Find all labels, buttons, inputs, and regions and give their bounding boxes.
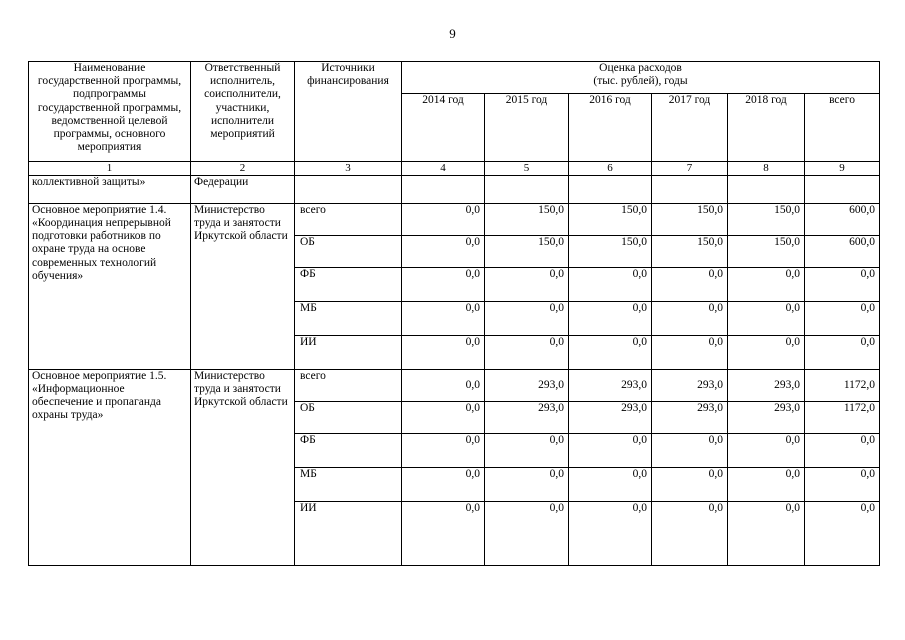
value-cell: 1172,0 bbox=[805, 401, 880, 433]
value-cell: 293,0 bbox=[652, 369, 728, 401]
value-cell: 150,0 bbox=[485, 203, 569, 235]
column-number: 7 bbox=[652, 162, 728, 176]
value-cell: 0,0 bbox=[485, 267, 569, 301]
value-cell: 0,0 bbox=[652, 467, 728, 501]
continuation-executor: Федерации bbox=[191, 175, 295, 203]
value-cell: 0,0 bbox=[652, 301, 728, 335]
column-number: 4 bbox=[402, 162, 485, 176]
funding-source: ФБ bbox=[295, 267, 402, 301]
empty-cell bbox=[402, 175, 485, 203]
empty-cell bbox=[569, 175, 652, 203]
value-cell: 150,0 bbox=[652, 235, 728, 267]
empty-cell bbox=[805, 175, 880, 203]
value-cell: 0,0 bbox=[402, 501, 485, 565]
value-cell: 293,0 bbox=[728, 401, 805, 433]
measure-name: Основное мероприятие 1.4. «Координация непрерывной подготовки работников по охране труда на основе современных технологий обучения» bbox=[29, 203, 191, 369]
funding-source: ИИ bbox=[295, 335, 402, 369]
funding-source: МБ bbox=[295, 467, 402, 501]
empty-cell bbox=[728, 175, 805, 203]
header-funding-sources: Источники финансирования bbox=[295, 62, 402, 162]
header-year: 2015 год bbox=[485, 94, 569, 162]
value-cell: 0,0 bbox=[652, 433, 728, 467]
column-number: 1 bbox=[29, 162, 191, 176]
value-cell: 0,0 bbox=[485, 467, 569, 501]
header-estimate bbox=[402, 62, 880, 94]
value-cell: 0,0 bbox=[402, 467, 485, 501]
value-cell: 293,0 bbox=[569, 369, 652, 401]
expenditure-table bbox=[28, 61, 880, 566]
value-cell: 150,0 bbox=[569, 235, 652, 267]
measure-executor: Министерство труда и занятости Иркутской области bbox=[191, 369, 295, 565]
value-cell: 293,0 bbox=[652, 401, 728, 433]
empty-cell bbox=[295, 175, 402, 203]
continuation-name: коллективной защиты» bbox=[29, 175, 191, 203]
value-cell: 150,0 bbox=[728, 203, 805, 235]
value-cell: 0,0 bbox=[569, 335, 652, 369]
page-number: 9 bbox=[449, 26, 456, 41]
value-cell: 0,0 bbox=[402, 433, 485, 467]
table-row bbox=[29, 369, 880, 401]
value-cell: 150,0 bbox=[652, 203, 728, 235]
value-cell: 150,0 bbox=[728, 235, 805, 267]
column-number: 6 bbox=[569, 162, 652, 176]
header-year: 2016 год bbox=[569, 94, 652, 162]
value-cell: 0,0 bbox=[728, 467, 805, 501]
value-cell: 0,0 bbox=[402, 203, 485, 235]
funding-source: ИИ bbox=[295, 501, 402, 565]
measure-name: Основное мероприятие 1.5. «Информационное обеспечение и пропаганда охраны труда» bbox=[29, 369, 191, 565]
value-cell: 0,0 bbox=[652, 267, 728, 301]
value-cell: 0,0 bbox=[805, 267, 880, 301]
value-cell: 0,0 bbox=[402, 267, 485, 301]
value-cell: 0,0 bbox=[728, 433, 805, 467]
value-cell: 0,0 bbox=[485, 301, 569, 335]
header-year: 2018 год bbox=[728, 94, 805, 162]
funding-source: ФБ bbox=[295, 433, 402, 467]
value-cell: 0,0 bbox=[485, 501, 569, 565]
header-year: 2017 год bbox=[652, 94, 728, 162]
header-estimate-title: Оценка расходов bbox=[599, 62, 682, 74]
value-cell: 150,0 bbox=[569, 203, 652, 235]
value-cell: 293,0 bbox=[485, 401, 569, 433]
value-cell: 293,0 bbox=[728, 369, 805, 401]
funding-source: ОБ bbox=[295, 235, 402, 267]
value-cell: 0,0 bbox=[728, 301, 805, 335]
value-cell: 0,0 bbox=[569, 301, 652, 335]
funding-source: всего bbox=[295, 369, 402, 401]
value-cell: 150,0 bbox=[485, 235, 569, 267]
value-cell: 0,0 bbox=[652, 335, 728, 369]
value-cell: 0,0 bbox=[402, 369, 485, 401]
header-total: всего bbox=[805, 94, 880, 162]
value-cell: 0,0 bbox=[569, 433, 652, 467]
header-year: 2014 год bbox=[402, 94, 485, 162]
value-cell: 0,0 bbox=[485, 433, 569, 467]
column-number: 9 bbox=[805, 162, 880, 176]
value-cell: 0,0 bbox=[402, 301, 485, 335]
value-cell: 0,0 bbox=[805, 301, 880, 335]
value-cell: 1172,0 bbox=[805, 369, 880, 401]
value-cell: 0,0 bbox=[805, 467, 880, 501]
header-estimate-subtitle: (тыс. рублей), годы bbox=[593, 75, 688, 88]
value-cell: 0,0 bbox=[402, 401, 485, 433]
value-cell: 0,0 bbox=[402, 235, 485, 267]
value-cell: 0,0 bbox=[805, 335, 880, 369]
column-number: 5 bbox=[485, 162, 569, 176]
header-program-name: Наименование государственной программы, подпрограммы государственной программы, ведомственной целевой программы, основного мероприятия bbox=[29, 62, 191, 162]
value-cell: 0,0 bbox=[805, 433, 880, 467]
value-cell: 600,0 bbox=[805, 203, 880, 235]
value-cell: 0,0 bbox=[569, 267, 652, 301]
table-row bbox=[29, 203, 880, 235]
value-cell: 0,0 bbox=[485, 335, 569, 369]
column-number: 3 bbox=[295, 162, 402, 176]
column-number: 8 bbox=[728, 162, 805, 176]
value-cell: 293,0 bbox=[485, 369, 569, 401]
column-number: 2 bbox=[191, 162, 295, 176]
value-cell: 293,0 bbox=[569, 401, 652, 433]
funding-source: МБ bbox=[295, 301, 402, 335]
empty-cell bbox=[652, 175, 728, 203]
value-cell: 0,0 bbox=[569, 501, 652, 565]
value-cell: 0,0 bbox=[728, 335, 805, 369]
measure-executor: Министерство труда и занятости Иркутской области bbox=[191, 203, 295, 369]
value-cell: 0,0 bbox=[728, 267, 805, 301]
value-cell: 0,0 bbox=[805, 501, 880, 565]
funding-source: всего bbox=[295, 203, 402, 235]
value-cell: 0,0 bbox=[569, 467, 652, 501]
value-cell: 600,0 bbox=[805, 235, 880, 267]
empty-cell bbox=[485, 175, 569, 203]
header-executor: Ответственный исполнитель, соисполнители, участники, исполнители мероприятий bbox=[191, 62, 295, 162]
value-cell: 0,0 bbox=[652, 501, 728, 565]
funding-source: ОБ bbox=[295, 401, 402, 433]
value-cell: 0,0 bbox=[728, 501, 805, 565]
value-cell: 0,0 bbox=[402, 335, 485, 369]
